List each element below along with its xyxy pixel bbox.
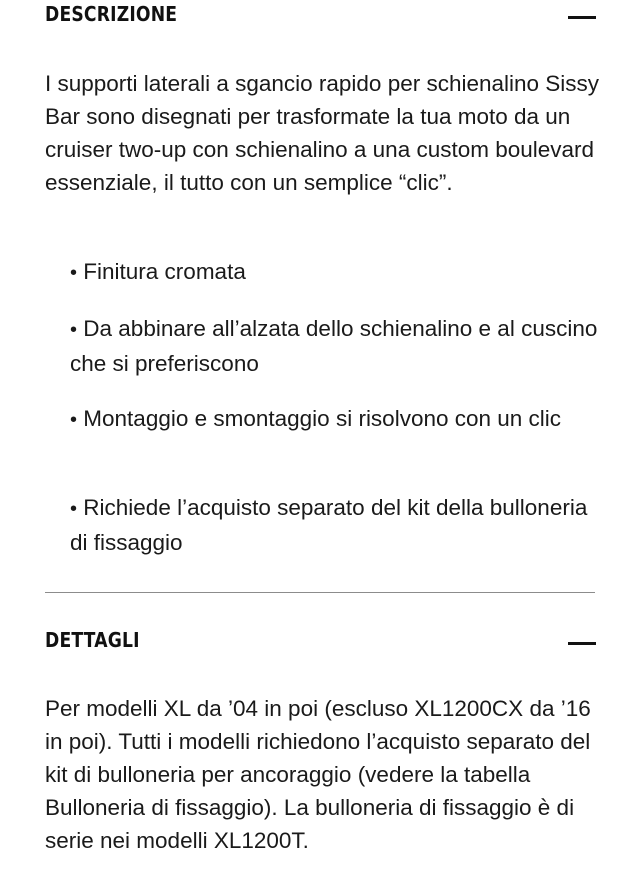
bullet-dot: •	[70, 498, 78, 520]
dettagli-title: DETTAGLI	[45, 628, 140, 652]
bullet-dot: •	[70, 262, 78, 284]
bullet-text: Finitura cromata	[83, 259, 246, 284]
bullet-text: Montaggio e smontaggio si risolvono con un clic	[83, 406, 562, 431]
bullet-dot: •	[70, 319, 78, 341]
dettagli-header[interactable]	[0, 626, 640, 666]
descrizione-text: I supporti laterali a sgancio rapido per schienalino Sissy Bar sono disegnati per trasformate la tua moto da un cruiser two-up con schienalino a una custom boulevard essenziale, il tutto con un semplice “clic”.	[45, 71, 600, 195]
bullet-item	[70, 312, 610, 380]
collapse-icon[interactable]	[568, 16, 596, 19]
bullet-text: Richiede l’acquisto separato del kit della bulloneria di fissaggio	[70, 495, 588, 555]
bullet-text: Da abbinare all’alzata dello schienalino e al cuscino che si preferiscono	[70, 316, 598, 376]
bullet-item	[70, 491, 610, 559]
section-divider	[45, 592, 595, 593]
descrizione-title: DESCRIZIONE	[45, 2, 178, 26]
bullet-dot: •	[70, 409, 78, 431]
bullet-item	[70, 402, 610, 437]
bullet-item	[70, 255, 610, 290]
collapse-icon[interactable]	[568, 642, 596, 645]
dettagli-text: Per modelli XL da ’04 in poi (escluso XL1200CX da ’16 in poi). Tutti i modelli richiedono l’acquisto separato del kit di bulloneria per ancoraggio (vedere la tabella Bulloneria di fissaggio). La bulloneria di fissaggio è di serie nei modelli XL1200T.	[45, 696, 591, 853]
descrizione-header[interactable]	[0, 0, 640, 40]
